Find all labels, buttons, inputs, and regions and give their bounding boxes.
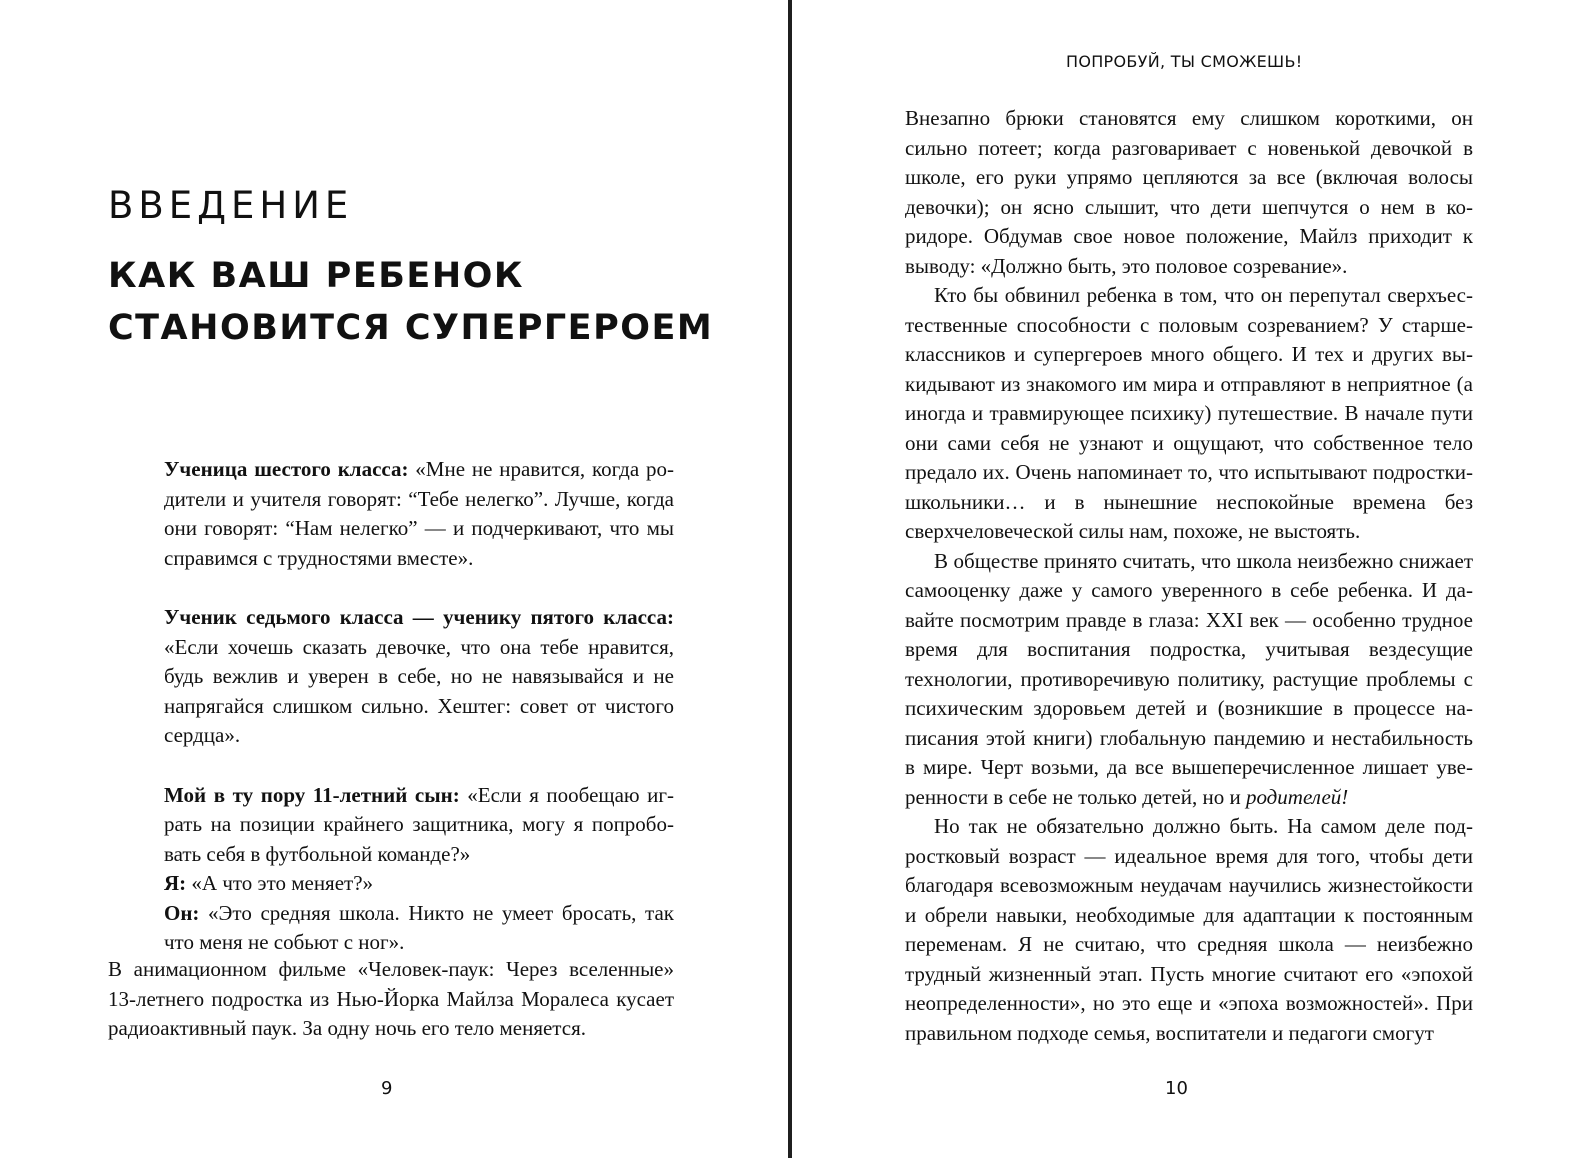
quote-son-dialogue [164,781,674,958]
intro-paragraph: В анимационном фильме «Человек-паук: Через вселенные» 13-летнего подростка из Нью-Йорка Майлза Моралеса кусает радиоактивный паук. За одну ночь его тело меняется. [108,957,674,1040]
quote-speaker: Мой в ту пору 11-летний сын: [164,782,460,807]
quote-line [164,455,674,573]
quote-speaker: Ученик седьмого класса — ученику пятого класса: [164,605,674,629]
quote-speaker: Я: [164,871,187,895]
quote-line [164,781,674,870]
quote-text: «Если хочешь сказать девочке, что она тебе нравится, будь вежлив и уверен в себе, но не навязывайся и не напрягайся слишком сильно. Хештег: совет от чистого сердца». [164,634,674,747]
running-head: ПОПРОБУЙ, ТЫ СМОЖЕШЬ! [1066,52,1303,71]
page-number-left: 9 [381,1078,393,1099]
quote-text: «А что это меняет?» [186,871,374,895]
quote-line [164,899,674,958]
book-spine-divider [788,0,792,1158]
quote-seventh-grader [164,603,674,751]
paragraph [905,547,1473,813]
quote-speaker: Ученица шестого класса: [164,457,409,481]
body-text [905,104,1473,1048]
right-page [796,0,1582,1158]
chapter-title-line-1: КАК ВАШ РЕБЕНОК [108,256,524,296]
section-label: ВВЕДЕНИЕ [108,184,354,227]
quote-text: «Это средняя школа. Никто не умеет бросать, так что меня не собьют с ног». [164,900,674,954]
paragraph: Внезапно брюки становятся ему слишком короткими, он сильно потеет; когда разговаривает с новенькой девочкой в школе, его руки упрямо цепляются за все (включая волосы девочки); он ясно слышит, что дети шепчутся о нем в коридоре. Обдумав свое новое положение, Майлз приходит к выводу: «Должно быть, это половое созревание». [905,106,1473,278]
quote-sixth-grader [164,455,674,573]
quote-speaker: Он: [164,900,200,925]
page-number-right: 10 [1165,1078,1188,1099]
left-page [0,0,790,1158]
paragraph-text: В обществе принято считать, что школа неизбежно снижает самооценку даже у самого уверенного в себе ребенка. И давайте посмотрим правде в глаза: XXI век — особенно трудное время для воспитания подростка, учитывая вездесущие технологии, противоречивую политику, растущие проблемы с психическим здоровьем детей и (возникшие в процессе написания этой книги) глобальную пандемию и нестабильность в мире. Черт возьми, да все вышеперечисленное лишает уверенности в себе не только детей, но и [905,548,1473,809]
chapter-title [108,250,713,354]
epigraph-quotes [164,455,674,988]
quote-line [164,869,674,899]
quote-text: «Мне не нравится, когда родители и учителя говорят: “Тебе нелегко”. Лучше, когда они говорят: “Нам нелегко” — и подчеркивают, что мы справимся с трудностями вместе». [164,457,674,570]
paragraph: Но так не обязательно должно быть. На самом деле подростковый возраст — идеальное время для того, чтобы дети благодаря всевозможным неудачам научились жизнестойкости и обрели навыки, необходимые для адаптации к постоянным переменам. Я не считаю, что средняя школа — неизбежно трудный жизненный этап. Пусть многие считают его «эпохой неопределенности», но это еще и «эпоха возможностей». При правильном подходе семья, воспитатели и педагоги смогут [905,814,1473,1045]
quote-line [164,603,674,751]
quote-text: «Если я пообещаю играть на позиции крайнего защитника, могу я попробовать себя в футбольной команде?» [164,782,674,866]
paragraph: Кто бы обвинил ребенка в том, что он перепутал сверхъестественные способности с половым созреванием? У старшеклассников и супергероев много общего. И тех и других выкидывают из знакомого им мира и отправляют в неприятное (а иногда и травмирующее психику) путешествие. В начале пути они сами себя не узнают и ощущают, что собственное тело предало их. Очень напоминает то, что испытывают подростки-школьники… и в нынешние неспокойные времена без сверхчеловеческой силы нам, похоже, не выстоять. [905,283,1473,543]
emphasis-text: родителей! [1245,784,1349,809]
chapter-title-line-2: СТАНОВИТСЯ СУПЕРГЕРОЕМ [108,308,714,348]
